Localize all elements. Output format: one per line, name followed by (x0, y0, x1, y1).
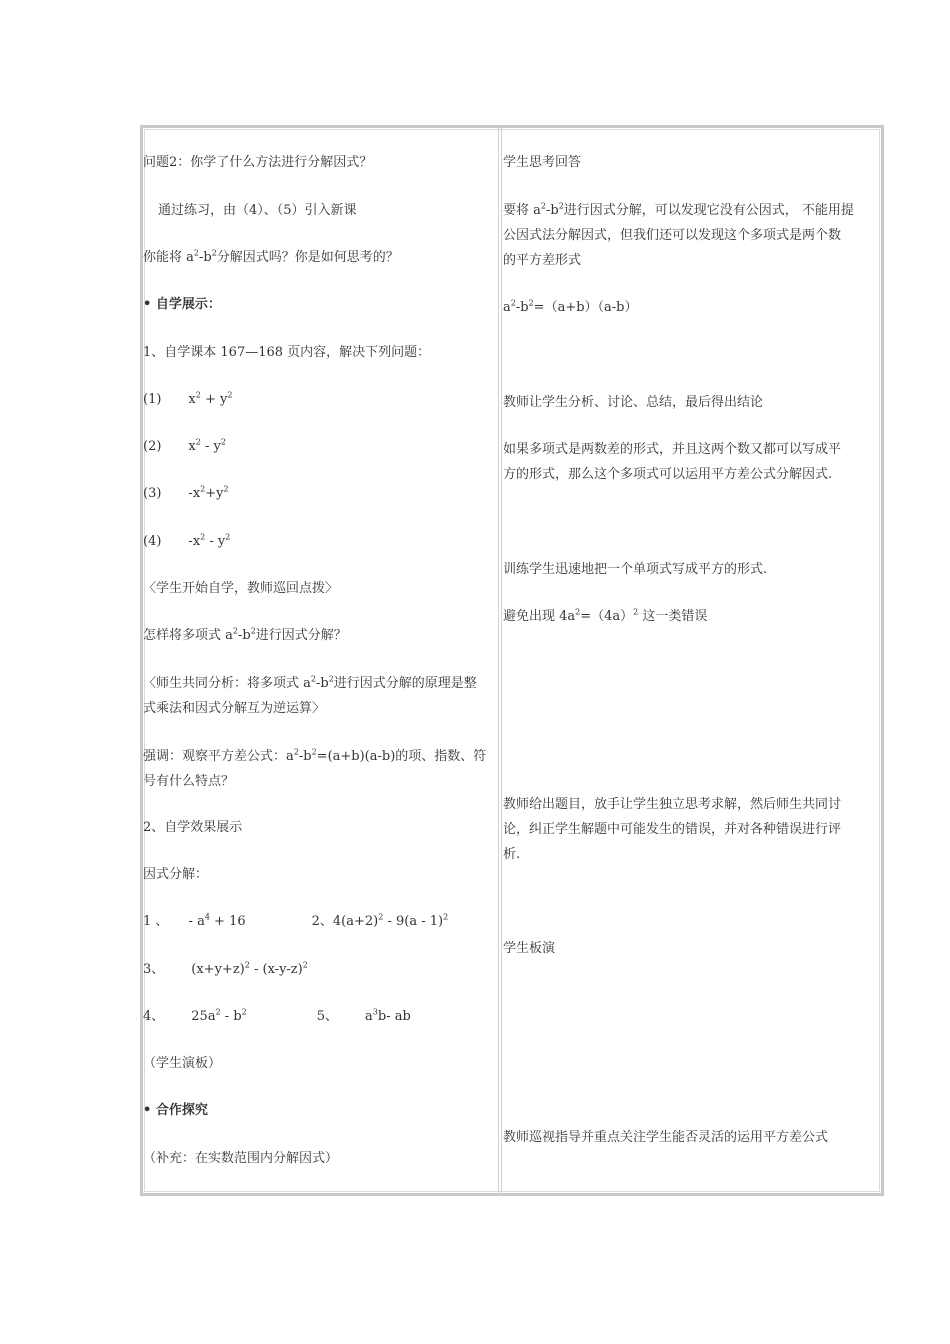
problem-item-3: (3) $-x^2+y^2$ (143, 484, 229, 501)
column-divider (498, 125, 502, 1196)
student-start-note: 〈学生开始自学，教师巡回点拨〉 (143, 581, 339, 596)
teacher-gives-line-1: 教师给出题目，放手让学生独立思考求解，然后师生共同讨 (503, 797, 842, 812)
lesson-table (140, 125, 884, 1196)
can-factor-question: 你能将 $a^2-b^2$分解因式吗？你是如何思考的？ (143, 248, 399, 265)
student-board-note: （学生演板） (143, 1056, 222, 1071)
exercise-row-3: 4、 $25a^2 - b^2$ 5、 $a^3b-$ ab (143, 1007, 411, 1024)
problem-item-4: (4) $-x^2 - y^2$ (143, 532, 231, 549)
joint-analysis-line-1: 〈师生共同分析：将多项式 $a^2-b^2$进行因式分解的原理是整 (143, 674, 477, 691)
avoid-error-note: 避免出现 $4a^2=(4a)^2$ 这一类错误 (503, 607, 708, 624)
reasoning-line-2: 公因式法分解因式，但我们还可以发现这个多项式是两个数 (503, 228, 842, 243)
self-study-results: 2、自学效果展示 (143, 820, 243, 835)
reasoning-line-3: 的平方差形式 (503, 253, 582, 268)
student-think: 学生思考回答 (503, 155, 582, 170)
exercise-row-1: 1 、 - $a^4 + 16$ 2、$4(a+2)^2 - 9(a - 1)^2$ (143, 912, 449, 929)
rule-line-2: 方的形式，那么这个多项式可以运用平方差公式分解因式. (503, 467, 833, 482)
self-study-task: 1、自学课本 167—168 页内容，解决下列问题： (143, 345, 431, 360)
how-to-factor: 怎样将多项式 $a^2-b^2$进行因式分解？ (143, 626, 347, 643)
exercise-row-2: 3、 $(x+y+z)^2 - (x-y-z)^2$ (143, 960, 308, 977)
rule-line-1: 如果多项式是两数差的形式，并且这两个数又都可以写成平 (503, 442, 842, 457)
joint-analysis-line-2: 式乘法和因式分解互为逆运算〉 (143, 701, 326, 716)
self-study-heading: • 自学展示： (143, 297, 221, 312)
problem-item-2: (2) $x^2 - y^2$ (143, 437, 226, 454)
teacher-gives-line-2: 论，纠正学生解题中可能发生的错误，并对各种错误进行评 (503, 822, 842, 837)
reasoning-line-1: 要将 $a^2-b^2$进行因式分解，可以发现它没有公因式， 不能用提 (503, 201, 854, 218)
problem-item-1: (1) $x^2 + y^2$ (143, 390, 233, 407)
teacher-conclusion: 教师让学生分析、讨论、总结，最后得出结论 (503, 395, 764, 410)
training-note: 训练学生迅速地把一个单项式写成平方的形式. (503, 562, 768, 577)
difference-of-squares-formula: $a^2-b^2=(a+b)(a-b)$ (503, 298, 638, 315)
emphasis-line-1: 强调：观察平方差公式：$a^2-b^2=(a+b)(a-b)$的项、指数、符 (143, 747, 487, 764)
teacher-patrol-note: 教师巡视指导并重点关注学生能否灵活的运用平方差公式 (503, 1130, 829, 1145)
cooperative-heading: • 合作探究 (143, 1103, 208, 1118)
supplement-note: （补充：在实数范围内分解因式） (143, 1151, 339, 1166)
question-2: 问题2：你学了什么方法进行分解因式？ (143, 155, 373, 170)
practice-intro: 通过练习，由（4）、（5）引入新课 (158, 203, 357, 218)
teacher-gives-line-3: 析. (503, 847, 521, 862)
factor-label: 因式分解： (143, 867, 209, 882)
emphasis-line-2: 号有什么特点？ (143, 774, 235, 789)
student-board-work: 学生板演 (503, 941, 556, 956)
